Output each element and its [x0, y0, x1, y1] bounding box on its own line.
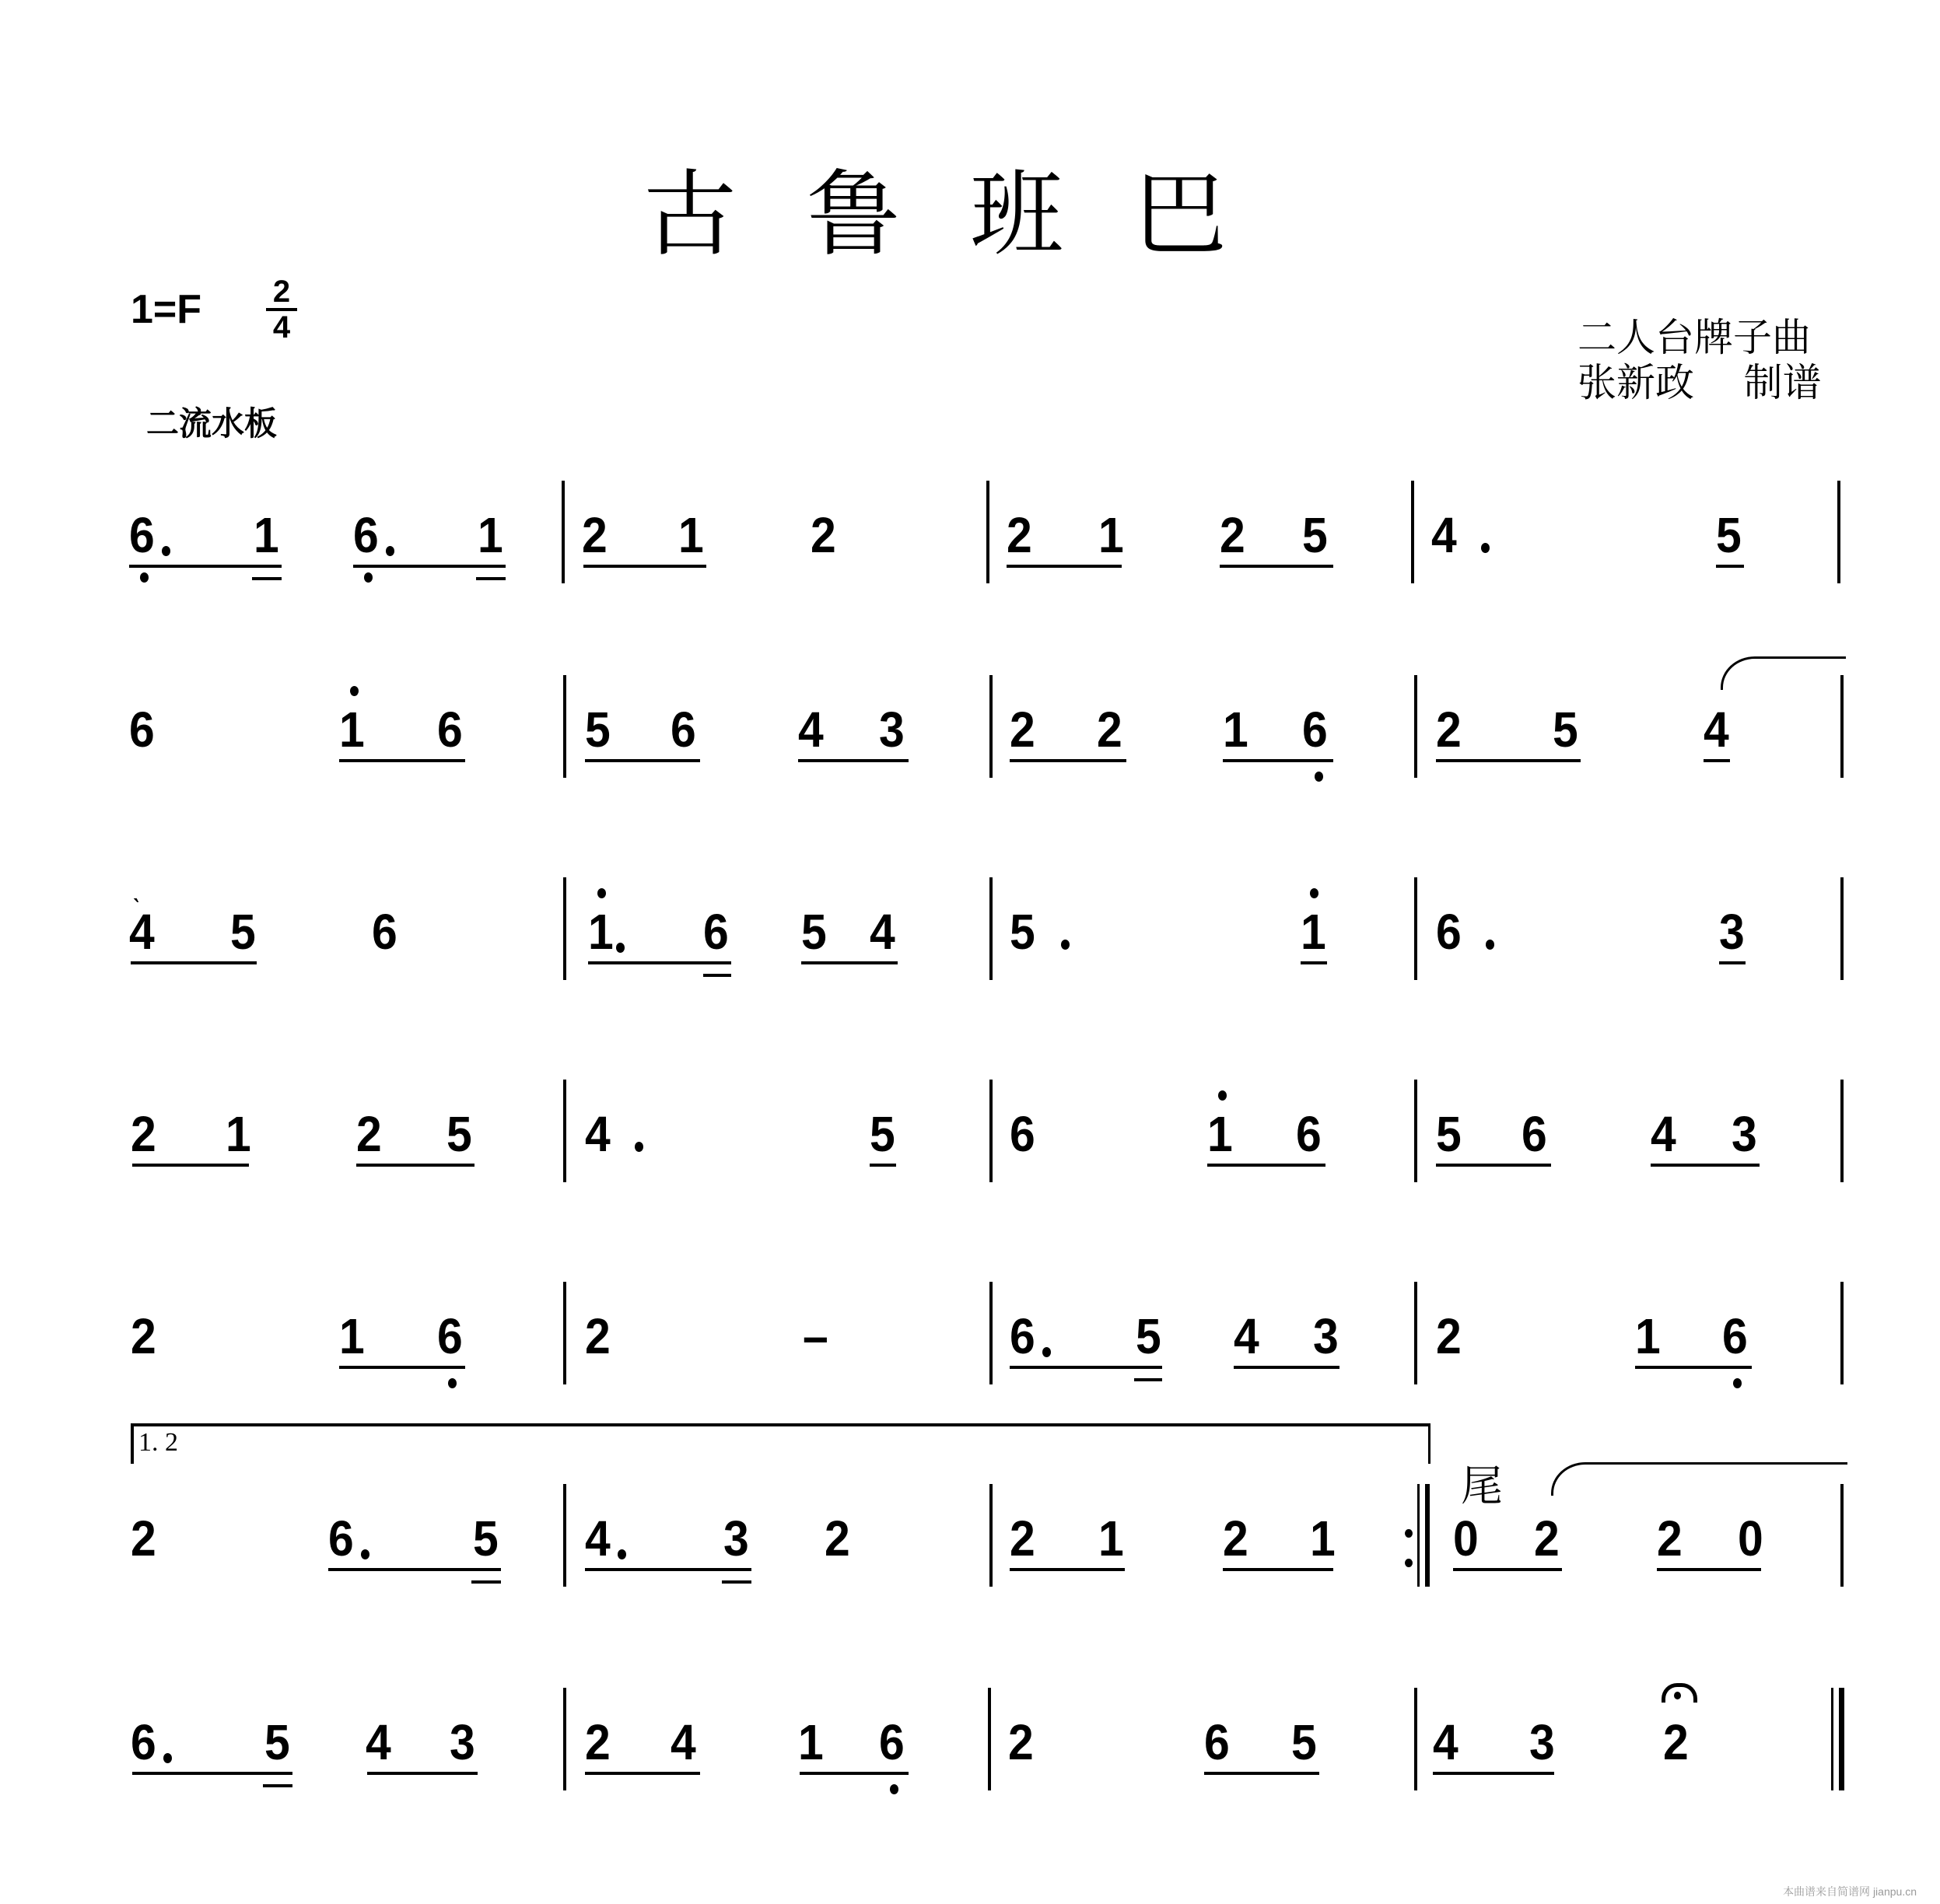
note: 4: [1234, 1308, 1259, 1364]
underline: [1635, 1366, 1752, 1369]
note: 2: [811, 507, 836, 563]
duration-dot: [1486, 940, 1494, 950]
note: 2: [1007, 507, 1032, 563]
note: 2: [1663, 1714, 1689, 1770]
low-octave-dot: [1733, 1378, 1742, 1388]
barline: [563, 877, 566, 980]
underline: [1453, 1568, 1562, 1571]
note: 1: [1635, 1308, 1661, 1364]
note: 0: [1738, 1510, 1763, 1566]
note: 6: [372, 904, 397, 960]
note: 5: [585, 702, 611, 758]
barline: [563, 1688, 566, 1790]
note: 2: [1220, 507, 1245, 563]
underline: [1657, 1568, 1761, 1571]
note: 2: [1436, 1308, 1462, 1364]
note: 1: [339, 1308, 365, 1364]
barline: [563, 675, 566, 778]
underline: [353, 565, 506, 568]
note: 4: [585, 1106, 611, 1162]
underline: [263, 1784, 292, 1787]
barline: [1414, 1688, 1417, 1790]
tie-slur: [1721, 656, 1846, 690]
note: 6: [1722, 1308, 1748, 1364]
note: 4: [585, 1510, 611, 1566]
staff-row-6: [0, 1484, 1940, 1640]
note: 4: [129, 904, 155, 960]
underline: [1207, 1164, 1325, 1167]
score-title: 古鲁班巴: [643, 161, 1297, 269]
underline: [800, 1772, 909, 1775]
note: 5: [801, 904, 827, 960]
watermark: 本曲谱来自简谱网 jianpu.cn: [1783, 1885, 1917, 1898]
barline: [1840, 877, 1844, 980]
note: 3: [450, 1714, 475, 1770]
barline: [1840, 1080, 1844, 1182]
key-signature: [131, 286, 201, 333]
time-signature: [266, 275, 297, 345]
underline: [1433, 1772, 1554, 1775]
underline: [1010, 1568, 1125, 1571]
note: 6: [1302, 702, 1328, 758]
underline: [1436, 759, 1581, 762]
note: 4: [798, 702, 824, 758]
note: 2: [1010, 1510, 1035, 1566]
underline: [132, 1772, 292, 1775]
underline: [129, 565, 282, 568]
barline: [986, 481, 989, 583]
note: 6: [879, 1714, 905, 1770]
duration-dot: [635, 1142, 643, 1152]
barline: [1840, 1484, 1844, 1587]
time-denominator: 4: [272, 310, 291, 345]
note: 6: [129, 507, 155, 563]
note: 4: [1704, 702, 1729, 758]
note: 3: [1313, 1308, 1339, 1364]
note: 1: [1098, 507, 1124, 563]
note: 1: [1223, 702, 1248, 758]
underline: [870, 1164, 896, 1167]
underline: [339, 759, 465, 762]
underline: [703, 974, 731, 977]
underline: [585, 1772, 700, 1775]
staff-row-4: [0, 1080, 1940, 1235]
note: 1: [1207, 1106, 1233, 1162]
slur: [1551, 1462, 1847, 1496]
underline: [1220, 565, 1333, 568]
repeat-dot: [1405, 1529, 1413, 1538]
note: 1: [1310, 1510, 1336, 1566]
underline: [1010, 1366, 1162, 1369]
credits: [1578, 315, 1822, 405]
final-barline-thin: [1831, 1688, 1833, 1790]
underline: [1007, 565, 1122, 568]
repeat-barline-thin: [1417, 1484, 1420, 1587]
note: 5: [230, 904, 256, 960]
low-octave-dot: [448, 1378, 457, 1388]
barline: [1840, 1282, 1844, 1384]
note: 1: [1098, 1510, 1124, 1566]
note: 1: [339, 702, 365, 758]
barline: [989, 877, 993, 980]
underline: [1719, 961, 1746, 964]
underline: [1134, 1378, 1162, 1381]
note: 6: [671, 702, 696, 758]
note: 2: [1010, 702, 1035, 758]
barline: [989, 675, 993, 778]
note: 6: [703, 904, 729, 960]
note: 5: [1291, 1714, 1317, 1770]
note: 1: [478, 507, 503, 563]
note: 5: [264, 1714, 290, 1770]
note: 1: [226, 1106, 251, 1162]
key-label: 1=F: [131, 287, 202, 332]
note: 4: [1433, 1714, 1459, 1770]
note: 2: [1657, 1510, 1683, 1566]
note: 6: [437, 702, 463, 758]
note: 6: [131, 1714, 156, 1770]
note: 3: [723, 1510, 749, 1566]
note: 6: [1296, 1106, 1322, 1162]
underline: [1301, 961, 1327, 964]
dash-sustain: –: [803, 1308, 828, 1364]
augmentation-dot: [1042, 1347, 1051, 1357]
note: 5: [1716, 507, 1742, 563]
augmentation-dot: [616, 943, 625, 953]
duration-dot: [1061, 940, 1070, 950]
underline: [588, 961, 731, 964]
augmentation-dot: [162, 546, 170, 556]
note: 6: [1010, 1106, 1035, 1162]
final-barline-thick: [1839, 1688, 1844, 1790]
fermata-icon: [1662, 1683, 1697, 1703]
underline: [471, 1580, 501, 1584]
high-octave-dot: [1310, 888, 1318, 898]
barline: [989, 1282, 993, 1384]
underline: [1716, 565, 1744, 568]
underline: [583, 565, 706, 568]
note: 4: [1431, 507, 1457, 563]
augmentation-dot: [386, 546, 394, 556]
note: 5: [446, 1106, 472, 1162]
staff-row-7: [0, 1688, 1940, 1843]
note: 5: [1010, 904, 1035, 960]
barline: [1411, 481, 1414, 583]
time-numerator: 2: [272, 275, 291, 309]
note: 5: [1436, 1106, 1462, 1162]
repeat-dot: [1405, 1559, 1413, 1567]
note: 5: [473, 1510, 499, 1566]
underline: [1704, 759, 1730, 762]
barline: [1414, 1080, 1417, 1182]
note: 6: [353, 507, 379, 563]
note: 5: [870, 1106, 895, 1162]
note: 2: [1534, 1510, 1560, 1566]
underline: [131, 961, 257, 964]
note: 1: [1301, 904, 1326, 960]
note: 1: [678, 507, 704, 563]
underline: [801, 961, 898, 964]
coda-label: 尾: [1461, 1461, 1503, 1510]
repeat-barline-thick: [1425, 1484, 1430, 1587]
underline: [339, 1366, 465, 1369]
augmentation-dot: [361, 1549, 369, 1559]
augmentation-dot: [618, 1549, 626, 1559]
note: 6: [1010, 1308, 1035, 1364]
tempo-marking: 二流水板: [146, 404, 278, 443]
note: 2: [825, 1510, 850, 1566]
low-octave-dot: [890, 1784, 898, 1794]
note: 6: [328, 1510, 354, 1566]
note: 5: [1553, 702, 1578, 758]
note: 6: [437, 1308, 463, 1364]
low-octave-dot: [364, 572, 373, 583]
underline: [367, 1772, 478, 1775]
high-octave-dot: [1218, 1090, 1227, 1101]
note: 5: [1136, 1308, 1161, 1364]
barline: [988, 1688, 991, 1790]
breath-mark: ˎ: [132, 871, 142, 903]
note: 5: [1302, 507, 1328, 563]
high-octave-dot: [350, 686, 359, 696]
note: 2: [585, 1308, 611, 1364]
note: 3: [1529, 1714, 1555, 1770]
barline: [1414, 675, 1417, 778]
note: 3: [1732, 1106, 1757, 1162]
note: 2: [585, 1714, 611, 1770]
high-octave-dot: [597, 888, 606, 898]
note: 6: [129, 702, 155, 758]
note: 4: [870, 904, 895, 960]
source-credit: 二人台牌子曲: [1578, 315, 1811, 360]
note: 2: [1223, 1510, 1248, 1566]
barline: [1837, 481, 1840, 583]
staff-row-1: [0, 481, 1940, 636]
low-octave-dot: [140, 572, 149, 583]
volta-label: 1. 2: [138, 1428, 178, 1457]
note: 2: [1097, 702, 1122, 758]
underline: [585, 1568, 751, 1571]
barline: [989, 1080, 993, 1182]
note: 6: [1436, 904, 1462, 960]
underline: [356, 1164, 474, 1167]
barline: [563, 1484, 566, 1587]
underline: [1436, 1164, 1551, 1167]
note: 6: [1522, 1106, 1547, 1162]
note: 3: [1719, 904, 1745, 960]
note: 6: [1204, 1714, 1230, 1770]
note: 1: [798, 1714, 824, 1770]
underline: [1010, 759, 1126, 762]
note: 4: [366, 1714, 391, 1770]
note: 1: [254, 507, 279, 563]
underline: [722, 1580, 751, 1584]
duration-dot: [1481, 543, 1490, 553]
underline: [252, 577, 282, 580]
staff-row-2: [0, 675, 1940, 831]
note: 1: [588, 904, 614, 960]
underline: [1223, 1568, 1333, 1571]
underline: [1651, 1164, 1760, 1167]
barline: [1414, 877, 1417, 980]
note: 2: [1436, 702, 1462, 758]
volta-bracket: [131, 1423, 1430, 1464]
underline: [585, 759, 700, 762]
note: 4: [671, 1714, 696, 1770]
underline: [476, 577, 506, 580]
note: 2: [582, 507, 608, 563]
underline: [1223, 759, 1333, 762]
note: 3: [879, 702, 905, 758]
underline: [798, 759, 909, 762]
note: 2: [356, 1106, 382, 1162]
note: 2: [131, 1510, 156, 1566]
barline: [562, 481, 565, 583]
underline: [1204, 1772, 1319, 1775]
underline: [132, 1164, 249, 1167]
underline: [1234, 1366, 1339, 1369]
barline: [563, 1282, 566, 1384]
note: 2: [131, 1308, 156, 1364]
transcriber-credit: 张新政 制谱: [1578, 360, 1822, 405]
note: 4: [1651, 1106, 1676, 1162]
note: 0: [1453, 1510, 1479, 1566]
note: 2: [1008, 1714, 1034, 1770]
staff-row-5: [0, 1282, 1940, 1437]
low-octave-dot: [1315, 772, 1323, 782]
barline: [1414, 1282, 1417, 1384]
staff-row-3: [0, 877, 1940, 1033]
barline: [563, 1080, 566, 1182]
underline: [328, 1568, 501, 1571]
barline: [1840, 675, 1844, 778]
barline: [989, 1484, 993, 1587]
augmentation-dot: [163, 1753, 172, 1763]
note: 2: [131, 1106, 156, 1162]
